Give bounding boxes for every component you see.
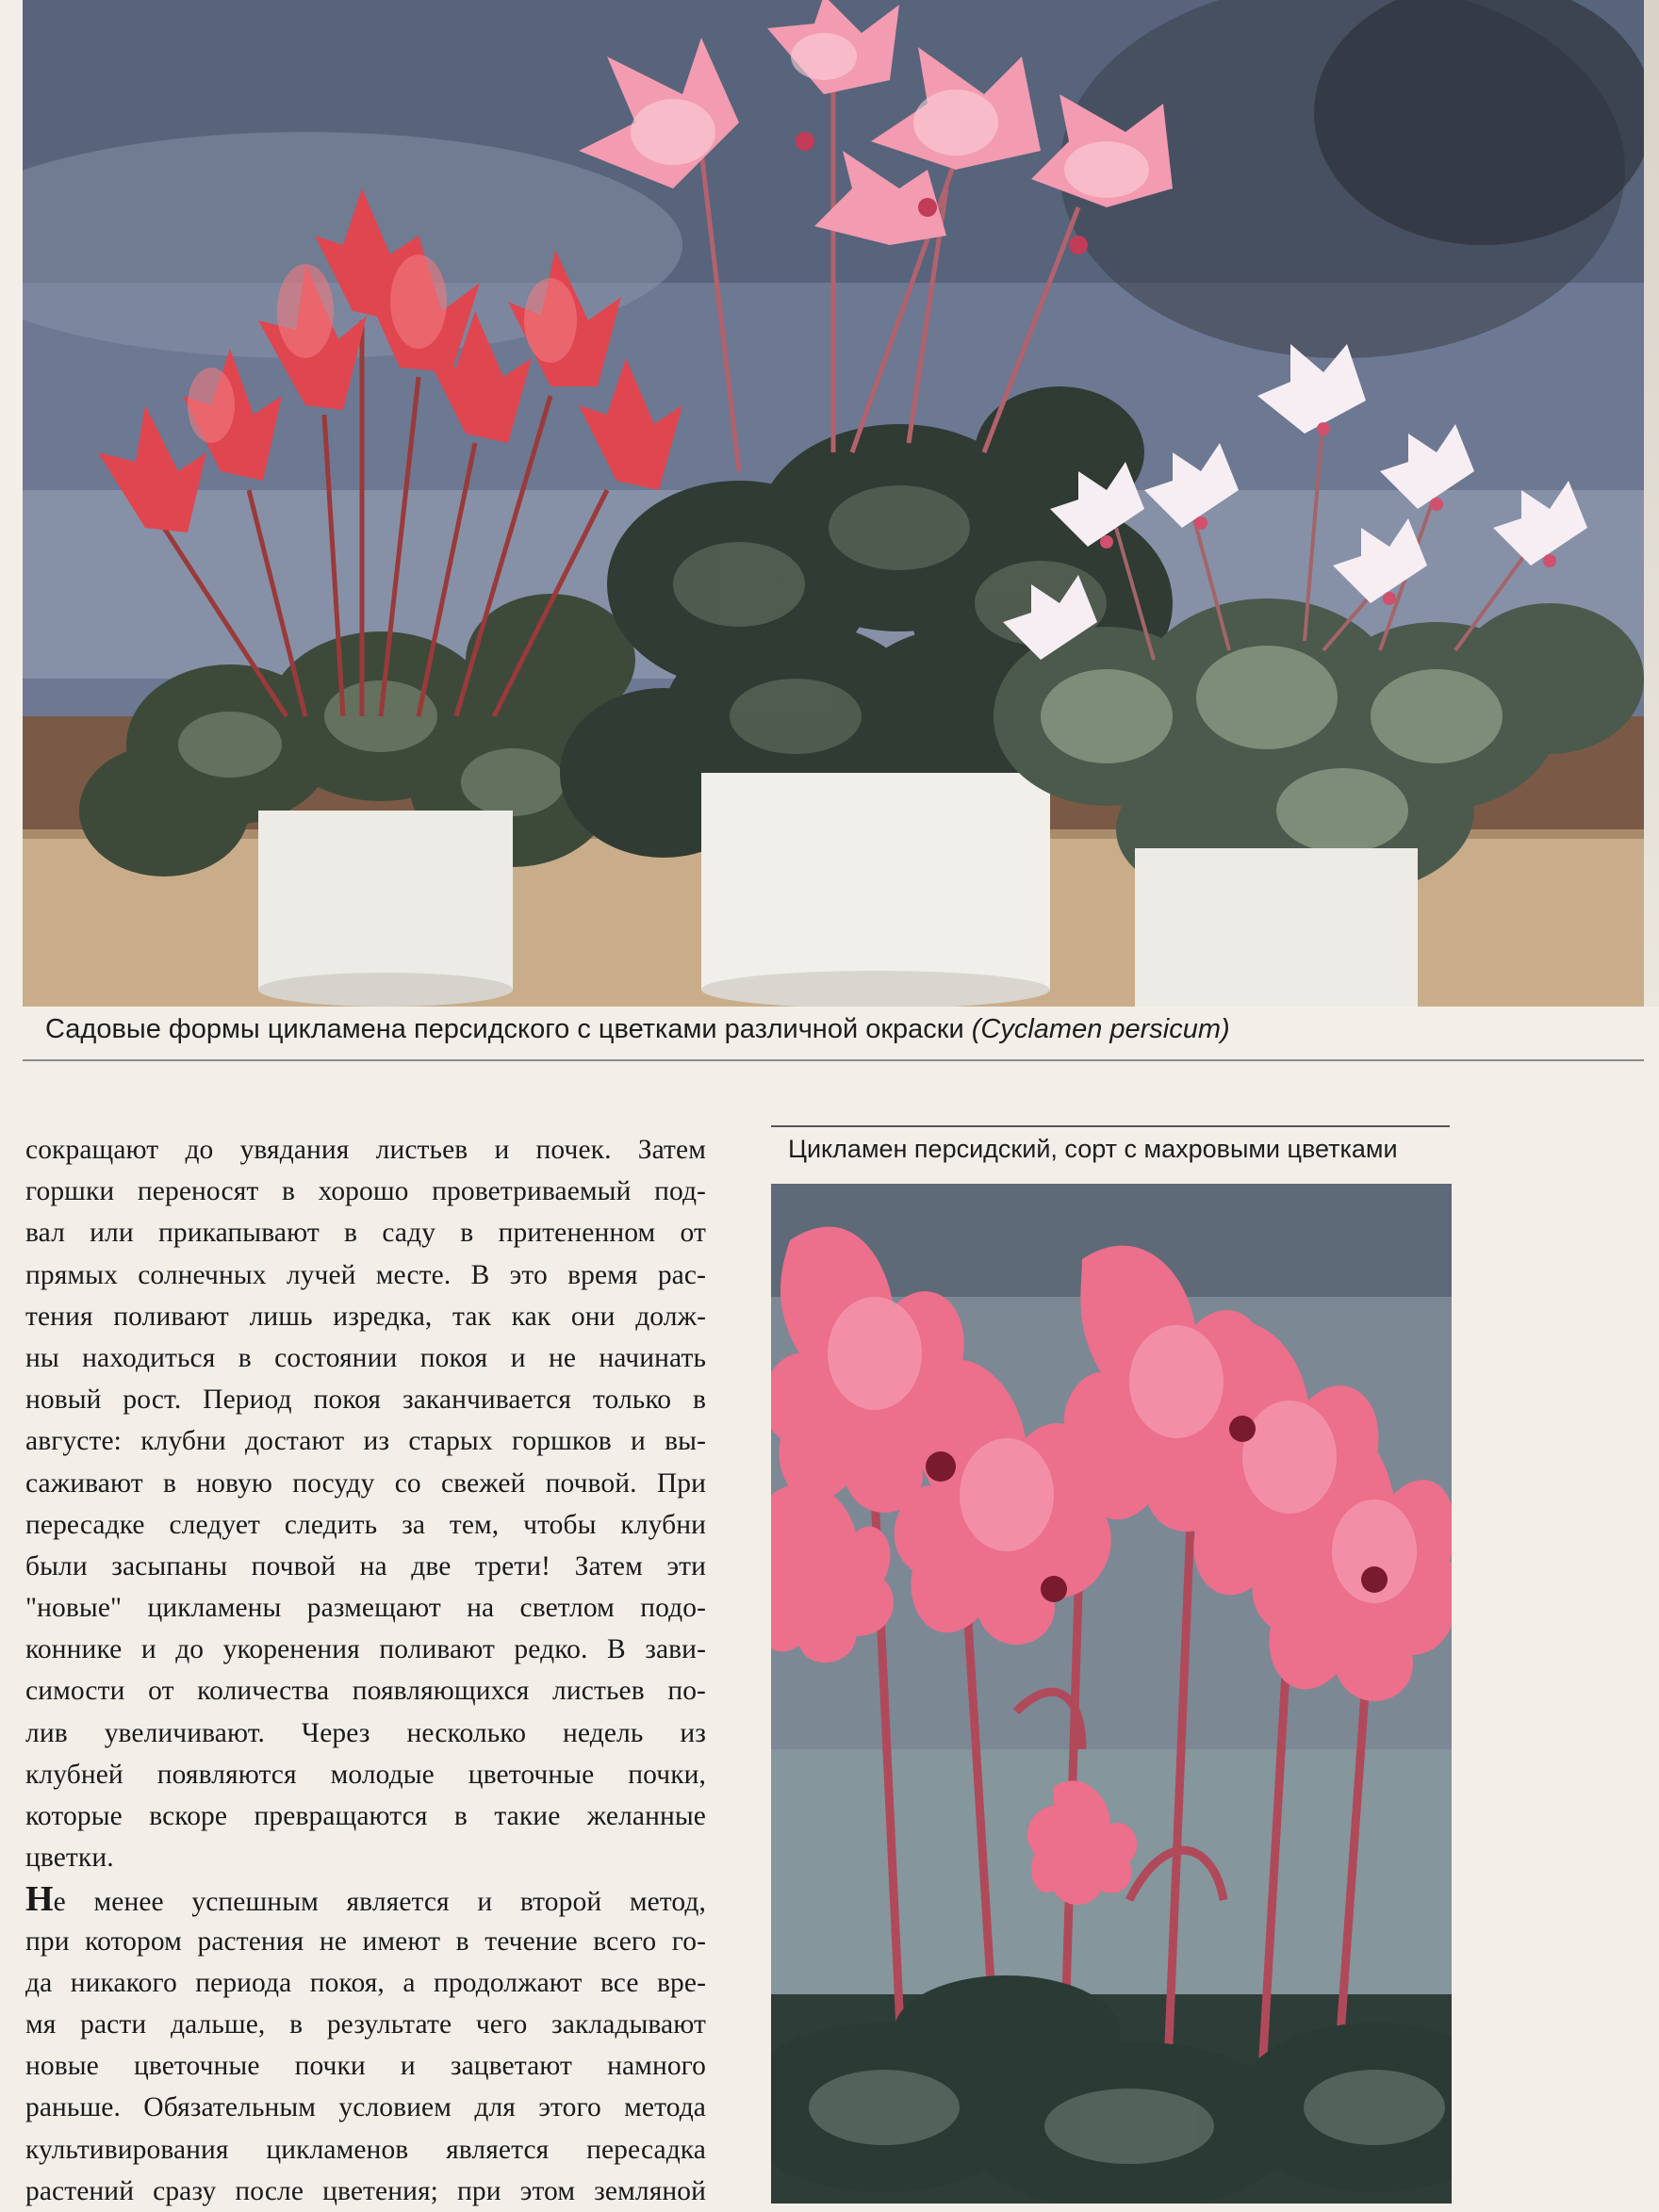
body-line: вал или прикапывают в саду в притененном от xyxy=(25,1218,706,1249)
body-line: растений сразу после цветения; при этом земляной xyxy=(25,2175,706,2206)
top-photo-caption-latin: (Cyclamen persicum) xyxy=(971,1014,1230,1044)
body-line: тения поливают лишь изредка, так как они долж- xyxy=(25,1301,706,1332)
body-line: саживают в новую посуду со свежей почвой. При xyxy=(25,1467,706,1499)
body-line: новый рост. Период покоя заканчивается только в xyxy=(25,1385,706,1416)
body-line: пересадке следует следить за тем, чтобы клубни xyxy=(25,1509,706,1540)
top-photo-caption xyxy=(23,1007,1644,1061)
body-line: да никакого периода покоя, а продолжают все вре- xyxy=(25,1967,706,1998)
right-photo-illustration xyxy=(771,1184,1452,2204)
body-line: при котором растения не имеют в течение всего го- xyxy=(25,1925,706,1957)
top-photo-caption-text: Садовые формы цикламена персидского с цветками различной окраски xyxy=(45,1014,964,1044)
body-line: сокращают до увядания листьев и почек. Затем xyxy=(25,1135,706,1165)
body-line: лив увеличивают. Через несколько недель из xyxy=(25,1717,706,1748)
top-photo-cyclamen-pots xyxy=(23,0,1644,1007)
body-line: коннике и до укоренения поливают редко. В зави- xyxy=(25,1634,706,1665)
body-line: ны находиться в состоянии покоя и не начинать xyxy=(25,1342,706,1373)
body-line: симости от количества появляющихся листьев по- xyxy=(25,1676,706,1707)
right-photo-cyclamen-double xyxy=(771,1184,1452,2204)
body-line: прямых солнечных лучей месте. В это время рас- xyxy=(25,1259,706,1290)
paragraph-2-first-line xyxy=(25,1878,706,1920)
body-line: которые вскоре превращаются в такие желанные xyxy=(25,1801,706,1831)
body-line: клубней появляются молодые цветочные почки, xyxy=(25,1759,706,1790)
body-line: новые цветочные почки и зацветают намного xyxy=(25,2051,706,2082)
body-line: культивирования цикламенов является пересадка xyxy=(25,2134,706,2165)
body-line: раньше. Обязательным условием для этого метода xyxy=(25,2092,706,2123)
body-line: горшки переносят в хорошо проветриваемый под- xyxy=(25,1176,706,1207)
page-edge xyxy=(1644,0,1659,1007)
article-body xyxy=(25,1129,706,2212)
body-line: цветки. xyxy=(25,1843,114,1874)
body-line: мя расти дальше, в результате чего закладывают xyxy=(25,2008,706,2040)
body-line: августе: клубни достают из старых горшков и вы- xyxy=(25,1426,706,1457)
body-line: "новые" цикламены размещают на светлом подо- xyxy=(25,1593,706,1624)
body-line-text: е менее успешным является и второй метод, xyxy=(53,1887,706,1918)
right-photo-caption: Цикламен персидский, сорт с махровыми цветками xyxy=(771,1125,1450,1178)
body-line: были засыпаны почвой на две трети! Затем эти xyxy=(25,1550,706,1581)
top-photo-illustration xyxy=(23,0,1644,1007)
dropcap: Н xyxy=(25,1879,54,1920)
